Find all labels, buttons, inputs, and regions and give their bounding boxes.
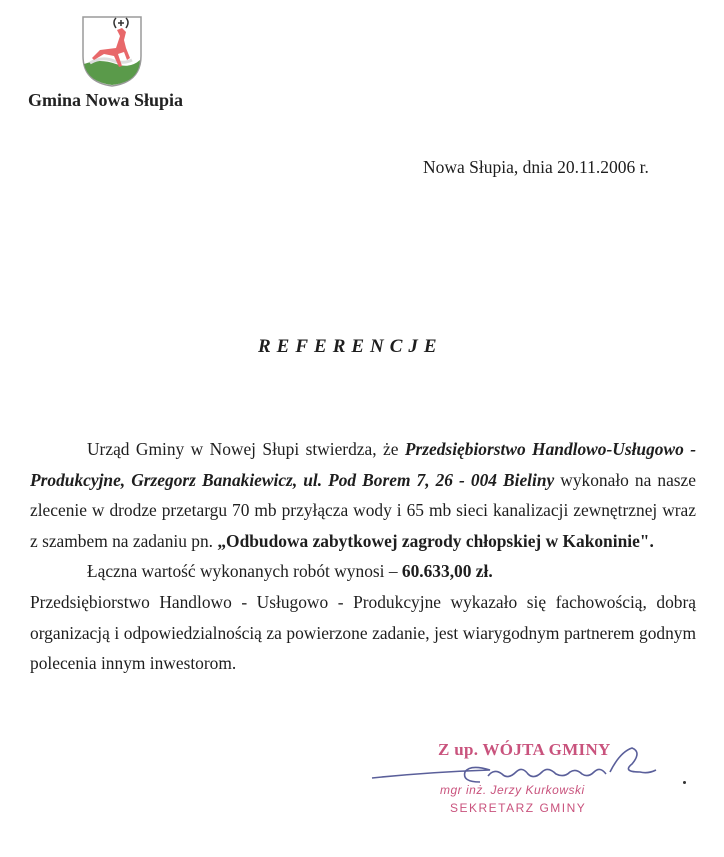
paragraph-statement [30,434,696,556]
paragraph-value [30,556,696,587]
value-label: Łączna wartość wykonanych robót wynosi – [87,561,402,582]
value-amount: 60.633,00 zł. [401,561,493,582]
signatory-position: SEKRETARZ GMINY [450,801,587,815]
coat-of-arms-icon [80,14,144,88]
signatory-name: mgr inż. Jerzy Kurkowski [440,783,585,797]
work-description: wykonało na nasze zlecenie w drodze przetargu 70 mb przyłącza wody i 65 mb sieci kanalizacji zewnętrznej wraz z szambem na zadaniu pn. [30,469,696,551]
task-name: „Odbudowa zabytkowej zagrody chłopskiej w Kakoninie". [217,530,654,551]
document-title: REFERENCJE [258,336,443,357]
ink-dot [683,781,686,784]
letter-body [30,434,696,679]
company-name: Przedsiębiorstwo Handlowo-Usługowo - Produkcyjne, Grzegorz Banakiewicz, ul. Pod Borem 7, 26 - 004 Bieliny [30,439,696,490]
date-line: Nowa Słupia, dnia 20.11.2006 r. [423,157,649,177]
organization-name: Gmina Nowa Słupia [28,90,184,110]
intro-text: Urząd Gminy w Nowej Słupi stwierdza, że [87,439,405,459]
stamp-authority: Z up. WÓJTA GMINY [438,740,611,759]
paragraph-recommendation: Przedsiębiorstwo Handlowo - Usługowo - Produkcyjne wykazało się fachowością, dobrą organizacją i odpowiedzialnością za powierzone zadanie, jest wiarygodnym partnerem godnym polecenia innym inwestorom. [30,591,696,674]
